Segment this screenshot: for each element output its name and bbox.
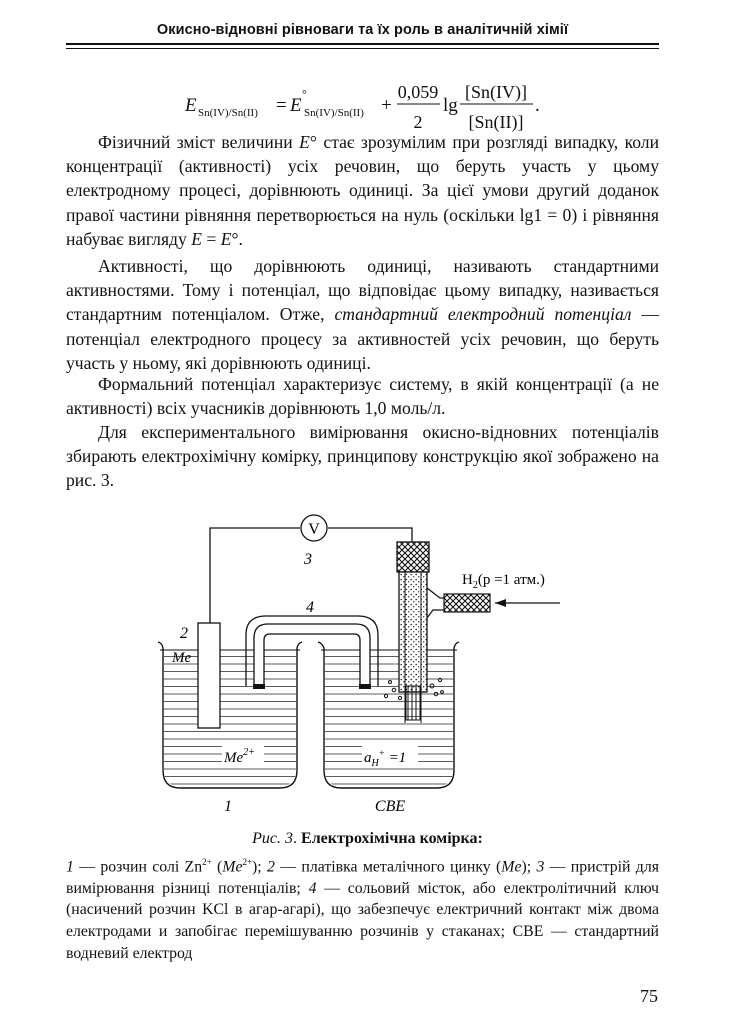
label-2: 2 xyxy=(180,625,188,642)
formula-e0-sup: ° xyxy=(302,87,307,101)
formula-denominator: 2 xyxy=(413,112,423,132)
figure-caption-title: Рис. 3. Електрохімічна комірка: xyxy=(252,830,483,847)
formula-e0: E xyxy=(290,95,302,116)
label-sve: СВЕ xyxy=(374,798,406,815)
formula-lg: lg xyxy=(443,95,458,116)
formula-log-numerator: [Sn(IV)] xyxy=(465,82,527,102)
header-rule-thick xyxy=(66,43,659,45)
electrode-cap xyxy=(397,542,429,572)
paragraph-3: Формальний потенціал характеризує систему, в якій концентрації (а не активності) всіх учасників дорівнюють 1,0 моль/л. xyxy=(66,374,659,419)
figure-caption-body: 1 — розчин солі $Zn^{2+}$ $(Me^{2+})$; 2 — платівка металічного цинку (Me); 3 — пристрій для вимірювання різниці потенціалів; 4 — сольовий місток, або електролітичний ключ (насичений розчин KCl в агар-агарі), що забезпечує електричний контакт між двома електродами и запобігає перемішуванню розчинів у стаканах; СВЕ — стандартний водневий електрод xyxy=(66,857,659,962)
paragraph-4: Для експериментального вимірювання окисно-відновних потенціалів збирають електрохімічну комірку, принципову конструкцію якої зображено на рис. 3. xyxy=(66,422,659,491)
gas-inlet xyxy=(444,594,490,612)
running-header: Окисно-відновні рівноваги та їх роль в аналітичній хімії xyxy=(156,22,569,38)
nernst-formula xyxy=(0,78,735,134)
electrode-tube xyxy=(399,572,427,692)
label-1: 1 xyxy=(224,798,232,815)
formula-equals: = xyxy=(276,95,287,116)
formula-end: . xyxy=(535,95,540,116)
formula-numerator: 0,059 xyxy=(397,82,439,102)
label-me: Me xyxy=(172,650,192,666)
svg-text:V: V xyxy=(308,521,320,538)
label-4: 4 xyxy=(306,599,314,616)
label-3: 3 xyxy=(304,551,312,568)
metal-plate xyxy=(198,623,220,728)
header-rule-thin xyxy=(66,48,659,49)
formula-lhs-sub: Sn(IV)/Sn(II) xyxy=(198,107,258,119)
right-solution-label: $a_H^+ =1$ xyxy=(364,748,407,769)
platinum-plate xyxy=(406,686,420,720)
gas-label: $H_2(p =1$ атм.) xyxy=(462,572,545,591)
formula-log-denominator: [Sn(II)] xyxy=(468,112,524,132)
formula-e0-sub: Sn(IV)/Sn(II) xyxy=(304,107,364,119)
paragraph-1: Фізичний зміст величини E° стає зрозумілим при розгляді випадку, коли концентрації (активності) усіх речовин, що беруть участь у цьому електродному процесі, дорівнюють одиниці. За цієї умови другий доданок правої частини рівняння перетворюється на нуль (оскільки lg1 = 0) і рівняння набуває вигляду E = E°. xyxy=(66,132,660,249)
electrochemical-cell-figure xyxy=(150,508,580,828)
formula-lhs-e: E xyxy=(185,95,197,116)
formula-plus: + xyxy=(381,95,392,116)
paragraph-2: Активності, що дорівнюють одиниці, називають стандартними активностями. Тому і потенціал, що відповідає цьому випадку, називається стандартним потенціалом. Отже, стандартний електродний потенціал — потенціал електродного процесу за активностей усіх речовин, що беруть участь у ньому, які дорівнюють одиниці. xyxy=(66,256,659,373)
left-solution-label: $Me^{2+}$ xyxy=(224,747,255,766)
page-number: 75 xyxy=(640,986,658,1006)
